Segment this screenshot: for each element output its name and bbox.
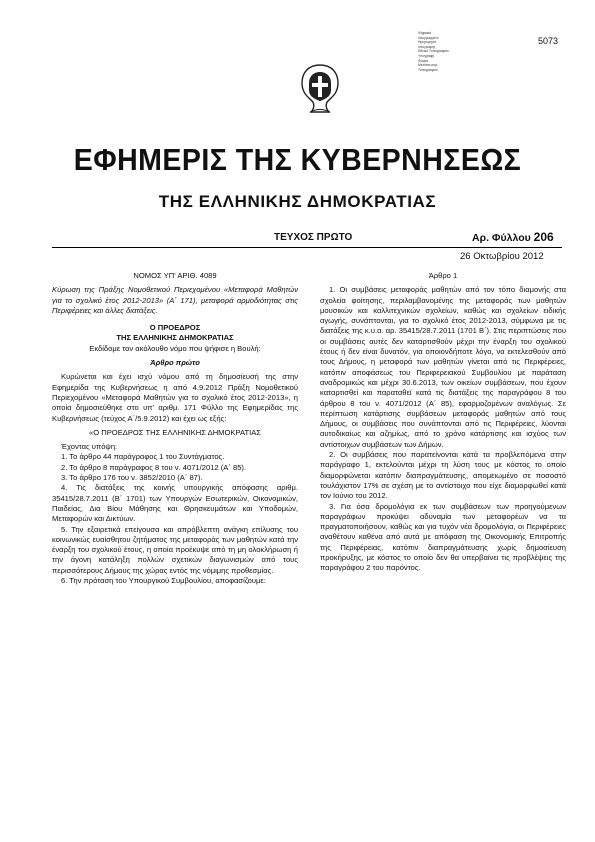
stamp-line: υπογραμμένο <box>418 35 439 40</box>
stamp-line: υπογραφής <box>418 44 436 49</box>
ratification-paragraph: Κυρώνεται και έχει ισχύ νόμου από τη δημοσίευσή της στην Εφημερίδα της Κυβερνήσεως η από 4.9.2012 Πράξη Νομοθετικού Περιεχομένου «Μεταφορά Μαθητών για το σχολικό έτος 2012-2013», η οποία δημοσιεύθηκε στο υπ' αριθμ. 171 Φύλλο της Εφημερίδας της Κυβερνήσεως (τεύχος Α΄/5.9.2012) και έχει ως εξής: <box>52 372 298 423</box>
header-divider <box>52 247 562 248</box>
article-paragraph: 2. Οι συμβάσεις που παρατείνονται κατά τα προβλεπόμενα στην παράγραφο 1, εκτελούνται μέχρι τη λύση τους με κόστος το οποίο διαμορφώνεται κατόπιν διαπραγμάτευσης, απομειωμένο σε ποσοστό τουλάχιστον 17% σε σχέση με το αντίστοιχο που είχε διαμορφωθεί κατά τον Ιούνιο του 2012. <box>320 450 566 501</box>
law-title: Κύρωση της Πράξης Νομοθετικού Περιεχομένου «Μεταφορά Μαθητών για το σχολικό έτος 2012-2013» (Α΄ 171), μεταφορά αρμοδιότητας στις Περιφέρειες και άλλες διατάξεις. <box>52 285 298 315</box>
stamp-line: Ημερομηνία <box>418 40 436 45</box>
considering-item: 4. Τις διατάξεις της κοινής υπουργικής απόφασης αριθμ. 35415/28.7.2011 (Β΄ 1701) των Υπουργών Εσωτερικών, Οικονομικών, Παιδείας, Δια Βίου Μάθησης και Θρησκευμάτων και Υποδομών, Μεταφορών και Δικτύων. <box>52 483 298 524</box>
law-number: ΝΟΜΟΣ ΥΠ' ΑΡΙΘ. 4089 <box>133 271 217 280</box>
stamp-line: Μετάπτωσης <box>418 63 438 68</box>
considering-item: 5. Την εξαιρετικά επείγουσα και απρόβλεπτη ανάγκη επίλυσης του κοινωνικώς ευαίσθητου ζητήματος της μεταφοράς των μαθητών κατά την έναρξη του σχολικού έτους, η οποία προέκυψε από τη μη ολοκλήρωση ή την άγονη κατάληξη πολλών σχετικών διαγωνισμών από τους περισσότερους Δήμους της χώρας εντός της νόμιμης προθεσμίας. <box>52 524 298 575</box>
considering-item: 1. Το άρθρο 44 παράγραφος 1 του Συντάγματος. <box>61 452 225 462</box>
issue-label: ΤΕΥΧΟΣ ΠΡΩΤΟ <box>274 232 353 243</box>
president-caps: «Ο ΠΡΟΕΔΡΟΣ ΤΗΣ ΕΛΛΗΝΙΚΗΣ ΔΗΜΟΚΡΑΤΙΑΣ <box>89 427 261 437</box>
stamp-line: Υπογραφή <box>418 53 435 58</box>
president-heading: Ο ΠΡΟΕΔΡΟΣ <box>149 323 201 333</box>
stamp-line: Φορέα <box>418 58 428 63</box>
enactment-clause: Εκδίδομε τον ακόλουθο νόμο που ψήφισε η Βουλή: <box>89 343 261 353</box>
page-number: 5073 <box>538 36 559 46</box>
sheet-number <box>472 230 554 244</box>
considering-item: 6. Την πρόταση του Υπουργικού Συμβουλίου, αποφασίζουμε: <box>61 576 266 586</box>
article-heading: Άρθρο πρώτο <box>150 358 200 368</box>
article-paragraph: 3. Για όσα δρομολόγια εκ των συμβάσεων των προηγούμενων παραγράφων προκύψει αδυναμία των μεταφορέων να τα πραγματοποιήσουν, καθώς και για τυχόν νέα δρομολόγια, οι Περιφέρειες αναθέτουν καθένα από αυτά με απόφαση της Οικονομικής Επιτροπής της Περιφέρειας, κατόπιν διαπραγμάτευσης χωρίς δημοσίευση προκήρυξης, με κόστος το οποίο δεν θα υπερβαίνει τις προβλέψεις της παραγράφου 2 του παρόντος. <box>320 501 566 573</box>
stamp-line: Τυπογραφείο <box>418 67 438 72</box>
gazette-title: ΕΦΗΜΕΡΙΣ ΤΗΣ ΚΥΒΕΡΝΗΣΕΩΣ <box>73 142 522 177</box>
sheet-label: Αρ. Φύλλου <box>472 232 531 244</box>
digital-signature-stamp <box>418 31 480 72</box>
stamp-line: Ψηφιακά <box>418 31 432 35</box>
coat-of-arms-icon <box>298 63 342 117</box>
gazette-subtitle: ΤΗΣ ΕΛΛΗΝΙΚΗΣ ΔΗΜΟΚΡΑΤΙΑΣ <box>158 192 437 211</box>
issue-date: 26 Οκτωβρίου 2012 <box>460 251 544 262</box>
sheet-number-value: 206 <box>533 230 554 244</box>
article-heading: Άρθρο 1 <box>428 271 458 280</box>
left-column <box>52 271 298 586</box>
right-column <box>320 271 566 574</box>
considering-item: 2. Το άρθρο 8 παράγραφος 8 του ν. 4071/2012 (Α΄ 85). <box>61 462 247 472</box>
article-paragraph: 1. Οι συμβάσεις μεταφοράς μαθητών από τον τόπο διαμονής στα σχολεία φοίτησης, περιλαμβανομένης της μεταφοράς των μαθητών μουσικών και καλλιτεχνικών σχολείων, καθώς και σχολείων ειδικής αγωγής, συνάπτονται, για το σχολικό έτος 2012-2013, σύμφωνα με τις διατάξεις της κ.υ.α. αρ. 35415/28.7.2011 (1701 Β΄). Στις περιπτώσεις που οι συμβάσεις αυτές δεν καταρτισθούν μέχρι την έναρξη του σχολικού έτους ή δεν είναι δυνατόν, για οποιονδήποτε λόγο, να εκτελεσθούν από τους Δήμους, η μεταφορά των μαθητών γίνεται από τις Περιφέρειες, κατόπιν αποφάσεως του Περιφερειακού Συμβουλίου με παράταση αναδρομικώς και μέχρι 30.6.2013, των οικείων συμβάσεων, που έχουν καταρτισθεί και παραταθεί κατά τις διατάξεις της παραγράφου 8 του άρθρου 8 του ν. 4071/2012 (Α΄ 85), εφαρμοζομένων αναλόγως. Σε περίπτωση κατάρτισης συμβάσεων μεταφοράς μαθητών από τους Δήμους, οι συμβάσεις που συνάπτονται από τις Περιφέρειες, λύονται αυτοδικαίως και αζημίως, από το χρόνο κατάρτισης και ισχύος των αντίστοιχων συμβάσεων των Δήμων. <box>320 285 566 449</box>
considering-item: 3. Το άρθρο 176 του ν. 3852/2010 (Α΄ 87). <box>61 473 203 483</box>
stamp-line: Εθνικό Τυπογραφείο <box>418 49 449 54</box>
considering-label: Έχοντας υπόψη: <box>61 442 118 452</box>
president-heading-2: ΤΗΣ ΕΛΛΗΝΙΚΗΣ ΔΗΜΟΚΡΑΤΙΑΣ <box>116 333 234 343</box>
